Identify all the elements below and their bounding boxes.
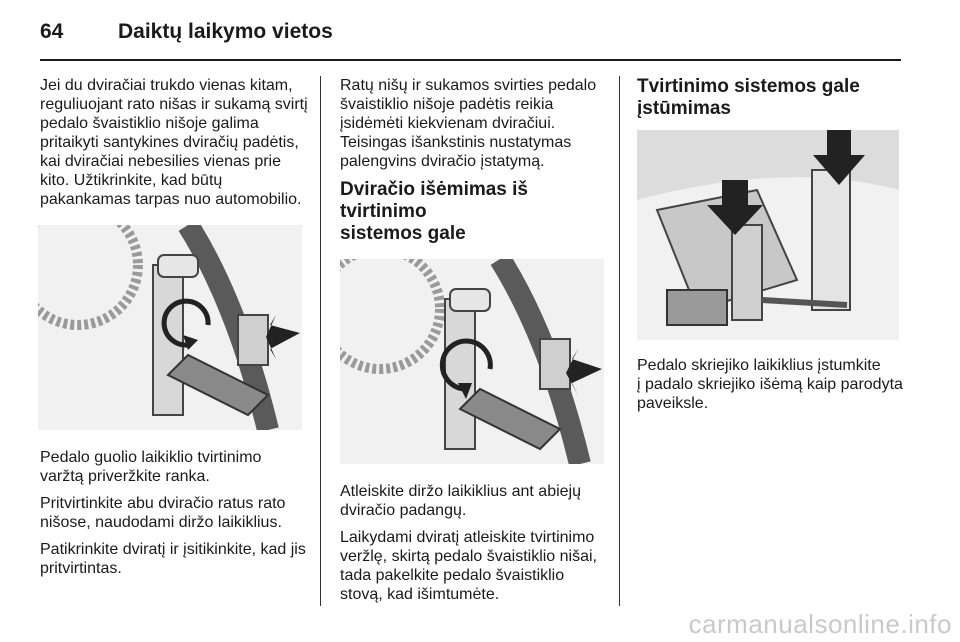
column-3 <box>637 76 905 421</box>
illustration-pedal-holder <box>38 225 302 430</box>
header-rule <box>40 59 901 61</box>
section-heading-removal: Dviračio išėmimas iš tvirtinimo sistemos gale <box>340 179 528 244</box>
column-divider <box>619 76 620 606</box>
column-1 <box>40 76 310 586</box>
column-2-para-1: Atleiskite diržo laikiklius ant abiejų dviračio padangų. <box>340 483 581 519</box>
column-3-para-1: Pedalo skriejiko laikiklius įstumkite į padalo skriejiko išėmą kaip parodyta paveiksle. <box>637 357 903 412</box>
column-1-para-2: Pritvirtinkite abu dviračio ratus rato nišose, naudodami diržo laikiklius. <box>40 495 286 531</box>
watermark: carmanualsonline.info <box>688 609 952 639</box>
column-2 <box>340 76 608 612</box>
column-1-intro: Jei du dviračiai trukdo vienas kitam, reguliuojant rato nišas ir sukamą svirtį pedalo švaistiklio nišoje galima pritaikyti santykines dviračių padėtis, kai dviračiai nebesilies vienas prie kito. Užtikrinkite, kad būtų pakankamas tarpas nuo automobilio. <box>40 77 308 208</box>
column-2-intro: Ratų nišų ir sukamos svirties pedalo švaistiklio nišoje padėtis reikia įsidėmėti kiekvienam dviračiui. Teisingas išankstinis nustatymas palengvins dviračio įstatymą. <box>340 77 597 170</box>
illustration-holder-insertion <box>637 130 899 340</box>
column-2-para-2: Laikydami dviratį atleiskite tvirtinimo veržlę, skirtą pedalo švaistiklio nišai, tada pakelkite pedalo švaistiklio stovą, kad išimtumėte. <box>340 529 597 603</box>
column-1-para-1: Pedalo guolio laikiklio tvirtinimo varžtą priveržkite ranka. <box>40 449 262 485</box>
page-number: 64 <box>40 20 64 43</box>
illustration-bike-removal <box>340 259 604 464</box>
section-heading-insertion: Tvirtinimo sistemos gale įstūmimas <box>637 76 860 119</box>
column-1-para-3: Patikrinkite dviratį ir įsitikinkite, kad jis pritvirtintas. <box>40 541 306 577</box>
page-title: Daiktų laikymo vietos <box>118 20 333 43</box>
column-divider <box>320 76 321 606</box>
page-header <box>40 16 904 52</box>
